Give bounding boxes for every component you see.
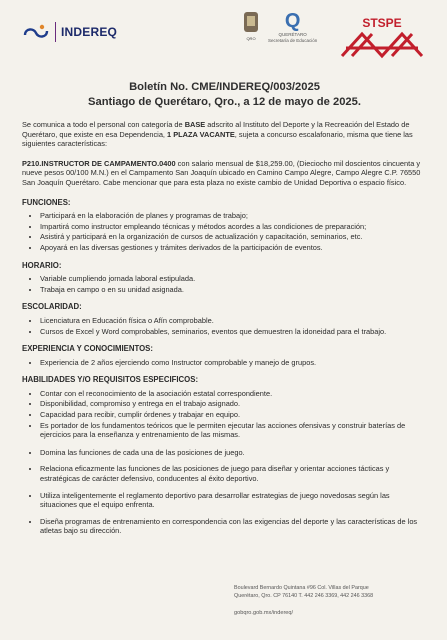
- intro-vacancy: 1 PLAZA VACANTE: [167, 129, 235, 139]
- list-item: • Disponibilidad, compromiso y entrega en el trabajo asignado.: [40, 399, 427, 409]
- intro-base: BASE: [184, 120, 206, 129]
- list-item: • Trabaja en campo o en su unidad asignada.: [40, 285, 427, 295]
- state-seal-icon: [240, 10, 262, 44]
- bulletin-date: Santiago de Querétaro, Qro., a 12 de mayo de 2025.: [88, 96, 361, 108]
- intro-text-1: Se comunica a todo el personal con categoría de: [22, 120, 185, 129]
- list-item: • Licenciatura en Educación física o Afín comprobable.: [40, 316, 427, 326]
- escolaridad-list: [22, 316, 427, 336]
- footer-address-line-2: Querétaro, Qro. CP 76140 T. 442 246 3369, 442 246 3368: [234, 593, 374, 599]
- intro-text-2: adscrito al Instituto del Deporte y la Recreación del Estado de Querétaro, que existe en esa Dependencia,: [22, 120, 410, 139]
- list-item: • Capacidad para recibir, cumplir órdenes y trabajar en equipo.: [40, 410, 427, 420]
- list-item: • Participará en la elaboración de planes y programas de trabajo;: [40, 211, 427, 221]
- escolaridad-heading: ESCOLARIDAD:: [22, 302, 82, 312]
- indereq-symbol-icon: [22, 22, 50, 42]
- queretaro-logos: [240, 10, 317, 44]
- bulletin-body: [22, 80, 427, 544]
- queretaro-logo-subtext: Secretaría de Educación: [268, 38, 318, 43]
- list-item: • Es portador de los fundamentos teóricos que le permiten ejecutar las acciones ofensivas y construir baterías de ejercicios para la enseñanza y entrenamiento de las mismas.: [40, 421, 427, 440]
- indereq-logo: [22, 22, 117, 42]
- bulletin-number: Boletín No. CME/INDEREQ/003/2025: [129, 81, 320, 93]
- intro-text-3: , sujeta a concurso escalafonario, misma que tiene las siguientes características:: [22, 129, 413, 149]
- letterhead: [0, 8, 447, 68]
- q-letter-icon: Q: [284, 10, 301, 32]
- footer-website: gobqro.gob.mx/indereq/: [234, 610, 294, 616]
- intro-paragraph: [22, 120, 427, 149]
- list-item: • Variable cumpliendo jornada laboral estipulada.: [40, 274, 427, 284]
- queretaro-logo-text: QUERÉTARO: [278, 32, 307, 37]
- list-item: • Impartirá como instructor empleando técnicas y métodos acordes a las condiciones de preparación;: [40, 222, 427, 232]
- list-item: • Relaciona eficazmente las funciones de las posiciones de juego para diseñar y orientar acciones tácticas y estratégicas de carácter defensivo, conducentes al éxito deportivo.: [40, 464, 427, 483]
- horario-list: [22, 274, 427, 294]
- habilidades-list-2: [22, 448, 427, 536]
- list-item: • Asistirá y participará en la organización de cursos de actualización y capacitación, seminarios, etc.: [40, 232, 427, 242]
- stspe-logo: [336, 14, 428, 60]
- list-item: • Cursos de Excel y Word comprobables, seminarios, eventos que demuestren la idoneidad para el trabajo.: [40, 327, 427, 337]
- list-item: • Apoyará en las diversas gestiones y trámites derivados de la participación de eventos.: [40, 243, 427, 253]
- list-item: • Utiliza inteligentemente el reglamento deportivo para desarrollar estrategias de juego novedosas según las situaciones que el equipo enfrenta.: [40, 491, 427, 510]
- horario-heading: HORARIO:: [22, 260, 62, 270]
- position-details: con salario mensual de $18,259.00, (Dieciocho mil doscientos cincuenta y nueve pesos 00/100 M.N.) en el Campamento San Joaquín ubicado en Camino Campo Alegre, Campo Alegre C.P. 76550 San Joaquín Querétaro. Cabe mencionar que para esta plaza no existe cambio de Unidad Deportiva o espacio físico.: [22, 158, 421, 187]
- list-item: • Diseña programas de entrenamiento en correspondencia con las exigencias del deporte y las características de los atletas bajo su dirección.: [40, 517, 427, 536]
- habilidades-heading: HABILIDADES Y/O REQUISITOS ESPECIFICOS:: [22, 375, 199, 385]
- svg-text:QRO: QRO: [246, 36, 256, 41]
- funciones-heading: FUNCIONES:: [22, 197, 71, 207]
- stspe-emblem-icon: [342, 34, 422, 56]
- queretaro-logo: [268, 10, 317, 44]
- position-paragraph: [22, 159, 427, 188]
- funciones-list: [22, 211, 427, 252]
- bulletin-title: [22, 80, 427, 110]
- indereq-logo-text: INDEREQ: [61, 25, 118, 39]
- list-item: • Domina las funciones de cada una de las posiciones de juego.: [40, 448, 427, 458]
- footer-address-line-1: Boulevard Bernardo Quintana #96 Col. Villas del Parque: [234, 585, 369, 591]
- position-code: P210.INSTRUCTOR DE CAMPAMENTO.0400: [22, 158, 176, 168]
- footer-address: [234, 584, 434, 600]
- stspe-logo-text: STSPE: [362, 16, 402, 30]
- experiencia-list: [22, 358, 427, 368]
- experiencia-heading: EXPERIENCIA Y CONOCIMIENTOS:: [22, 344, 153, 354]
- list-item: • Contar con el reconocimiento de la asociación estatal correspondiente.: [40, 389, 427, 399]
- habilidades-list-1: [22, 389, 427, 440]
- logo-divider: [55, 22, 56, 42]
- list-item: • Experiencia de 2 años ejerciendo como Instructor comprobable y manejo de grupos.: [40, 358, 427, 368]
